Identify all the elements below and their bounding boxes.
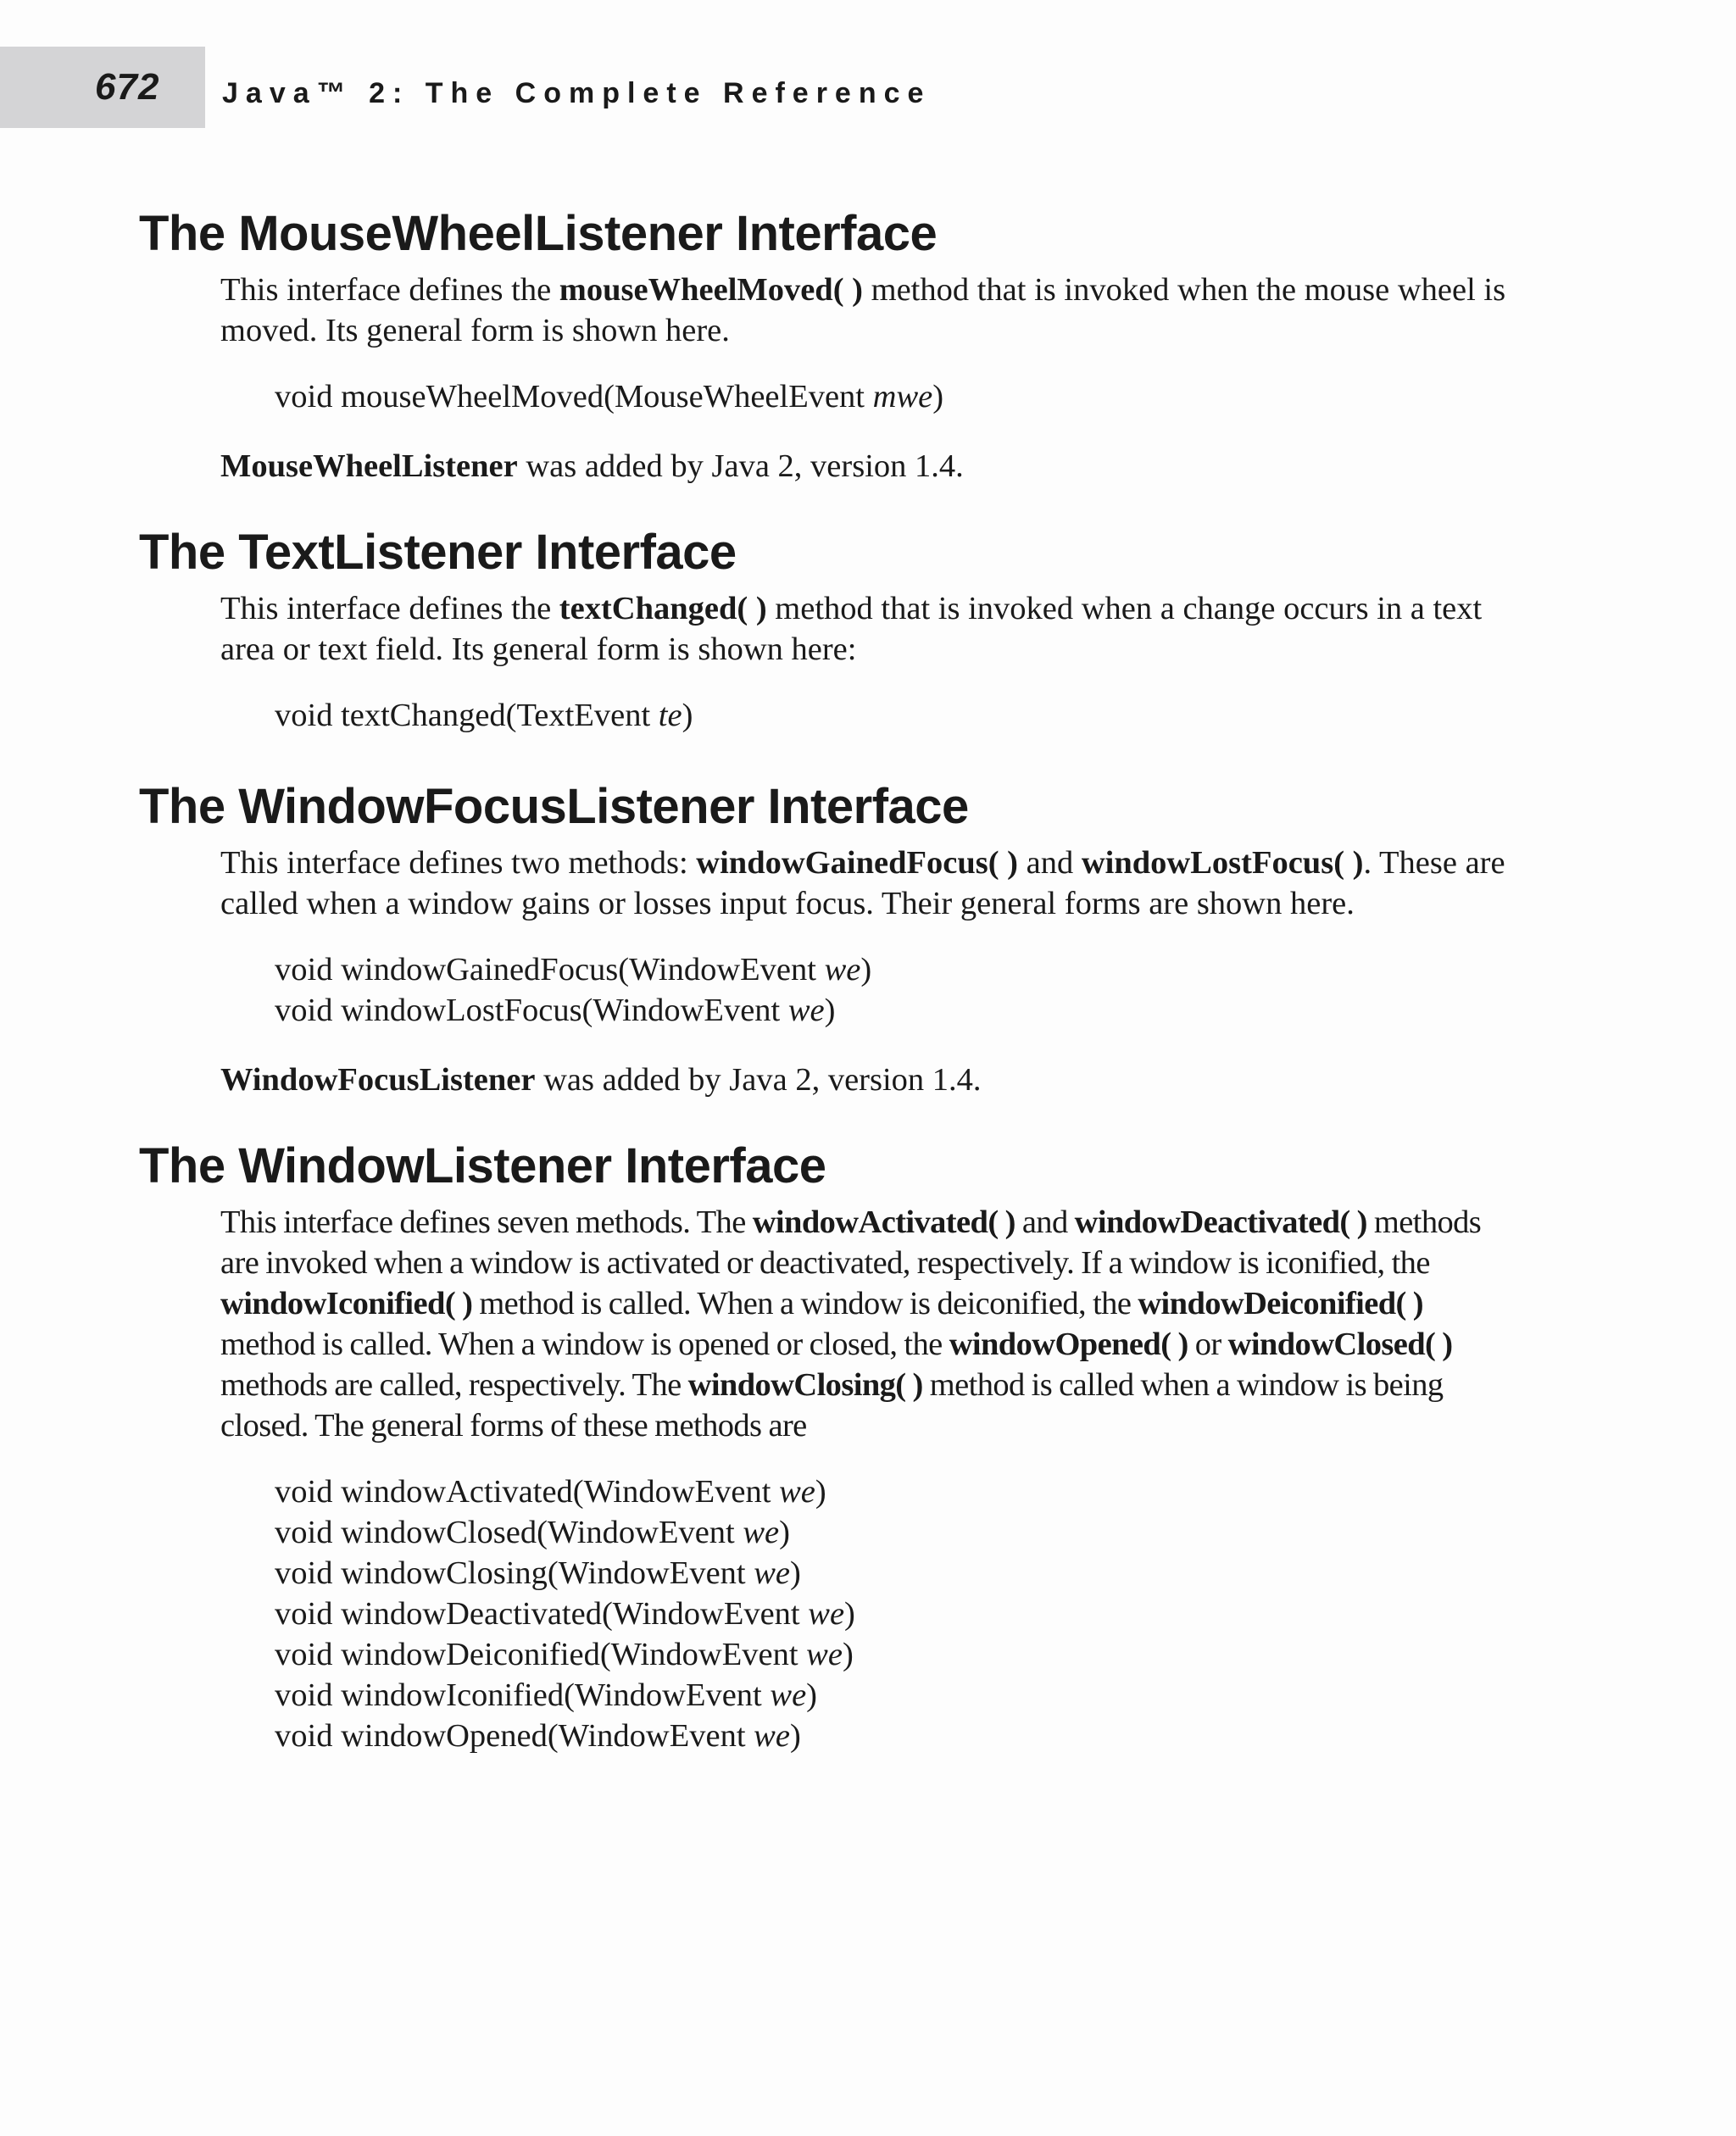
section-heading: The TextListener Interface (139, 525, 737, 580)
code-line (275, 1471, 1538, 1512)
method-name: windowDeiconified( ) (1138, 1286, 1424, 1321)
interface-name: MouseWheelListener (220, 448, 518, 484)
section-heading: The WindowListener Interface (139, 1138, 826, 1193)
text-run: and (1015, 1204, 1075, 1240)
text-run: methods are invoked when a window is activated or deactivated, respectively. If a window is iconified, the (220, 1204, 1482, 1281)
page-number: 672 (95, 66, 160, 108)
method-name: windowActivated( ) (752, 1204, 1015, 1240)
code-close: ) (932, 379, 944, 414)
code-line (275, 990, 1538, 1031)
code-close: ) (824, 993, 836, 1028)
section-textlistener (139, 522, 1538, 736)
code-arg: mwe (872, 379, 933, 414)
code-text: void windowOpened(WindowEvent (275, 1718, 754, 1754)
code-arg: we (754, 1555, 791, 1591)
code-text: void windowClosed(WindowEvent (275, 1515, 743, 1550)
code-text: void textChanged(TextEvent (275, 698, 659, 733)
code-block (275, 1471, 1538, 1756)
running-head: Java™ 2: The Complete Reference (222, 77, 932, 109)
text-run: This interface defines seven methods. The (220, 1204, 753, 1240)
method-name: windowGainedFocus( ) (696, 845, 1018, 881)
code-line (275, 376, 1538, 417)
section-heading: The MouseWheelListener Interface (139, 206, 938, 261)
code-arg: we (770, 1677, 807, 1713)
code-arg: we (824, 952, 861, 987)
text-run: This interface defines two methods: (220, 845, 697, 881)
method-name: windowClosing( ) (687, 1367, 923, 1403)
code-text: void windowLostFocus(WindowEvent (275, 993, 788, 1028)
method-name: mouseWheelMoved( ) (559, 272, 863, 308)
text-run: and (1018, 845, 1082, 881)
code-text: void windowIconified(WindowEvent (275, 1677, 771, 1713)
section-heading: The WindowFocusListener Interface (139, 779, 969, 834)
code-close: ) (806, 1677, 817, 1713)
section-paragraph (220, 270, 1517, 351)
section-windowlistener (139, 1136, 1538, 1756)
code-line (275, 1512, 1538, 1553)
code-close: ) (789, 1718, 801, 1754)
code-close: ) (844, 1596, 855, 1632)
text-run: or (1188, 1327, 1228, 1362)
code-line (275, 1553, 1538, 1594)
section-paragraph (220, 588, 1517, 670)
text-run: This interface defines the (220, 591, 559, 626)
code-text: void windowClosing(WindowEvent (275, 1555, 754, 1591)
code-arg: we (779, 1474, 815, 1510)
method-name: windowLostFocus( ) (1081, 845, 1364, 881)
method-name: textChanged( ) (559, 591, 767, 626)
section-paragraph (220, 843, 1517, 924)
code-arg: we (743, 1515, 780, 1550)
text-run: was added by Java 2, version 1.4. (535, 1062, 982, 1098)
text-run: method that is invoked when a change occurs in a text area or text field. Its general form is shown here: (220, 591, 1483, 667)
code-text: void windowActivated(WindowEvent (275, 1474, 780, 1510)
code-close: ) (779, 1515, 790, 1550)
text-run: was added by Java 2, version 1.4. (517, 448, 964, 484)
section-windowfocuslistener (139, 776, 1538, 1100)
code-block (275, 949, 1538, 1031)
code-close: ) (860, 952, 872, 987)
code-line (275, 1634, 1538, 1675)
code-arg: we (787, 993, 825, 1028)
code-text: void windowDeactivated(WindowEvent (275, 1596, 809, 1632)
text-run: method that is invoked when the mouse wheel is moved. Its general form is shown here. (220, 272, 1506, 348)
code-block (275, 695, 1538, 736)
code-arg: we (754, 1718, 790, 1754)
section-paragraph (220, 1202, 1517, 1446)
code-block (275, 376, 1538, 417)
code-text: void windowDeiconified(WindowEvent (275, 1637, 807, 1672)
code-text: void windowGainedFocus(WindowEvent (275, 952, 825, 987)
text-run: method is called. When a window is opened or closed, the (220, 1327, 949, 1362)
code-line (275, 1716, 1538, 1756)
method-name: windowOpened( ) (949, 1327, 1188, 1362)
text-run: method is called. When a window is deiconified, the (472, 1286, 1138, 1321)
method-name: windowClosed( ) (1227, 1327, 1453, 1362)
text-run: methods are called, respectively. The (220, 1367, 688, 1403)
code-arg: we (806, 1637, 843, 1672)
text-run: This interface defines the (220, 272, 559, 308)
text-run: . These are called when a window gains or losses input focus. Their general forms are shown here. (220, 845, 1505, 921)
code-line (275, 1675, 1538, 1716)
section-mousewheellistener (139, 203, 1538, 487)
code-close: ) (842, 1637, 854, 1672)
code-line (275, 1594, 1538, 1634)
text-run: method is called when a window is being closed. The general forms of these methods are (220, 1367, 1444, 1443)
code-close: ) (815, 1474, 826, 1510)
code-arg: we (808, 1596, 845, 1632)
page-body (139, 203, 1538, 1797)
code-close: ) (682, 698, 693, 733)
code-line (275, 695, 1538, 736)
code-close: ) (790, 1555, 801, 1591)
method-name: windowDeactivated( ) (1074, 1204, 1367, 1240)
version-note (220, 1060, 1538, 1100)
interface-name: WindowFocusListener (220, 1062, 536, 1098)
code-arg: te (658, 698, 682, 733)
version-note (220, 446, 1538, 487)
code-line (275, 949, 1538, 990)
code-text: void mouseWheelMoved(MouseWheelEvent (275, 379, 873, 414)
method-name: windowIconified( ) (220, 1286, 473, 1321)
